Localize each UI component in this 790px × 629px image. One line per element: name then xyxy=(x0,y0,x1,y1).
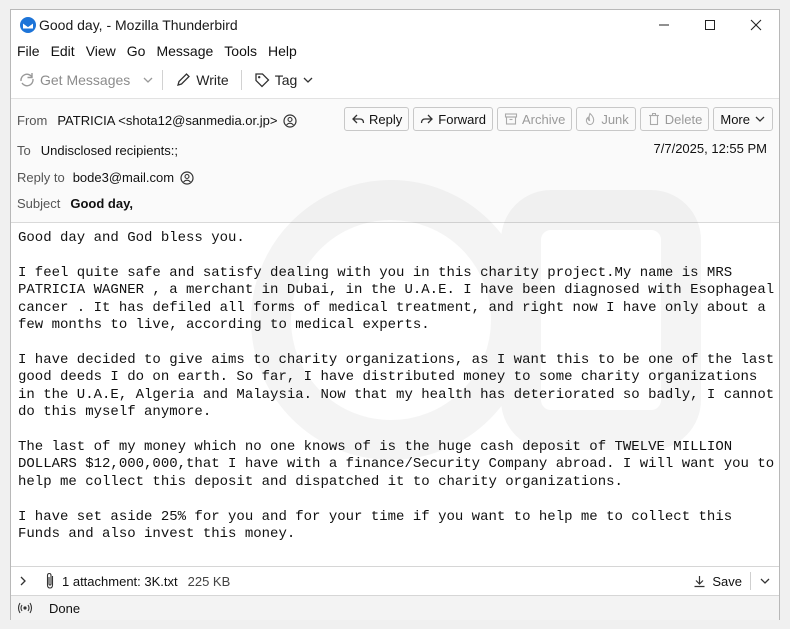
download-icon xyxy=(693,575,706,588)
delete-button[interactable] xyxy=(640,107,710,131)
get-messages-icon xyxy=(19,72,35,88)
forward-button[interactable] xyxy=(413,107,493,131)
from-label: From xyxy=(17,113,48,128)
title-bar xyxy=(11,10,779,40)
status-text: Done xyxy=(49,600,81,616)
close-icon xyxy=(750,19,762,31)
contact-icon[interactable] xyxy=(180,171,194,185)
menu-help[interactable]: Help xyxy=(267,43,297,59)
main-toolbar xyxy=(11,66,779,94)
thunderbird-window xyxy=(10,9,780,620)
menu-view[interactable]: View xyxy=(85,43,116,59)
minimize-button[interactable] xyxy=(641,10,687,40)
from-value[interactable]: PATRICIA <shota12@sanmedia.or.jp> xyxy=(57,113,278,128)
archive-icon xyxy=(504,112,518,126)
contact-icon[interactable] xyxy=(283,114,297,128)
write-label: Write xyxy=(196,72,229,88)
maximize-button[interactable] xyxy=(687,10,733,40)
get-messages-label: Get Messages xyxy=(40,72,131,88)
subject-label: Subject xyxy=(17,196,61,211)
to-row xyxy=(17,143,178,158)
reply-icon xyxy=(351,112,365,126)
junk-label: Junk xyxy=(601,111,629,127)
write-button[interactable] xyxy=(167,68,236,92)
activity-icon xyxy=(17,601,33,615)
menu-go[interactable]: Go xyxy=(126,43,146,59)
tag-icon xyxy=(254,72,270,88)
paperclip-icon xyxy=(43,572,57,590)
forward-label: Forward xyxy=(438,111,486,127)
close-button[interactable] xyxy=(733,10,779,40)
message-body: Good day and God bless you. I feel quite safe and satisfy dealing with you in this charity project.My name is MRS PATRICIA WAGNER , a merchant in Dubai, in the U.A.E. I have been diagnosed with Esophageal cancer . It has defiled all forms of medical treatment, and right now I have only about a few months to live, according to medical experts. I have decided to give aims to charity organizations, as I want this to be one of the last good deeds I do on earth. So far, I have distributed money to some charity organizations in the U.A.E, Algeria and Malaysia. Now that my health has deteriorated so badly, I cannot do this myself anymore. The last of my money which no one knows of is the huge cash deposit of TWELVE MILLION DOLLARS $12,000,000,that I have with a finance/Security Company abroad. I will want you to help me collect this deposit and dispatched it to charity organizations. I have set aside 25% for you and for your time if you want to help me to collect this Funds and also invest this money. xyxy=(18,230,775,542)
attachment-size: 225 KB xyxy=(187,573,231,589)
menu-file[interactable]: File xyxy=(17,43,40,59)
menu-edit[interactable]: Edit xyxy=(50,43,75,59)
toolbar-separator xyxy=(162,70,163,90)
reply-to-row xyxy=(17,170,194,185)
message-header xyxy=(11,98,779,223)
attachment-bar xyxy=(11,566,779,595)
save-label: Save xyxy=(712,573,742,589)
save-separator xyxy=(750,572,751,590)
tag-button[interactable] xyxy=(246,68,323,92)
more-button[interactable] xyxy=(713,107,773,131)
chevron-down-icon xyxy=(142,74,154,86)
menu-message[interactable]: Message xyxy=(156,43,214,59)
save-attachment-button[interactable] xyxy=(693,572,779,590)
message-date: 7/7/2025, 12:55 PM xyxy=(653,141,767,156)
reply-button[interactable] xyxy=(344,107,409,131)
message-actions xyxy=(344,107,773,131)
subject-row xyxy=(17,196,133,211)
reply-label: Reply xyxy=(369,111,403,127)
thunderbird-logo-icon xyxy=(19,16,37,34)
to-value: Undisclosed recipients:; xyxy=(40,143,179,158)
get-messages-button[interactable] xyxy=(11,68,138,92)
get-messages-dropdown[interactable] xyxy=(138,68,158,92)
menu-tools[interactable]: Tools xyxy=(224,43,257,59)
archive-button[interactable] xyxy=(497,107,572,131)
pencil-icon xyxy=(175,72,191,88)
subject-value: Good day, xyxy=(70,196,133,211)
forward-icon xyxy=(420,112,434,126)
menu-bar xyxy=(11,40,779,62)
reply-to-value[interactable]: bode3@mail.com xyxy=(72,170,175,185)
trash-icon xyxy=(647,112,661,126)
chevron-down-icon xyxy=(754,113,766,125)
junk-button[interactable] xyxy=(576,107,635,131)
chevron-right-icon[interactable] xyxy=(17,575,29,587)
to-label: To xyxy=(17,143,31,158)
tag-label: Tag xyxy=(274,72,298,88)
attachment-summary[interactable]: 1 attachment: 3K.txt xyxy=(62,573,178,589)
minimize-icon xyxy=(658,19,670,31)
delete-label: Delete xyxy=(664,111,703,127)
archive-label: Archive xyxy=(521,111,566,127)
maximize-icon xyxy=(704,19,716,31)
toolbar-separator xyxy=(241,70,242,90)
chevron-down-icon xyxy=(302,74,314,86)
reply-to-label: Reply to xyxy=(17,170,65,185)
window-title: Good day, - Mozilla Thunderbird xyxy=(39,17,238,33)
chevron-down-icon[interactable] xyxy=(759,575,771,587)
more-label: More xyxy=(720,111,750,127)
flame-icon xyxy=(583,112,597,126)
from-row xyxy=(17,113,297,128)
status-bar xyxy=(11,595,779,620)
